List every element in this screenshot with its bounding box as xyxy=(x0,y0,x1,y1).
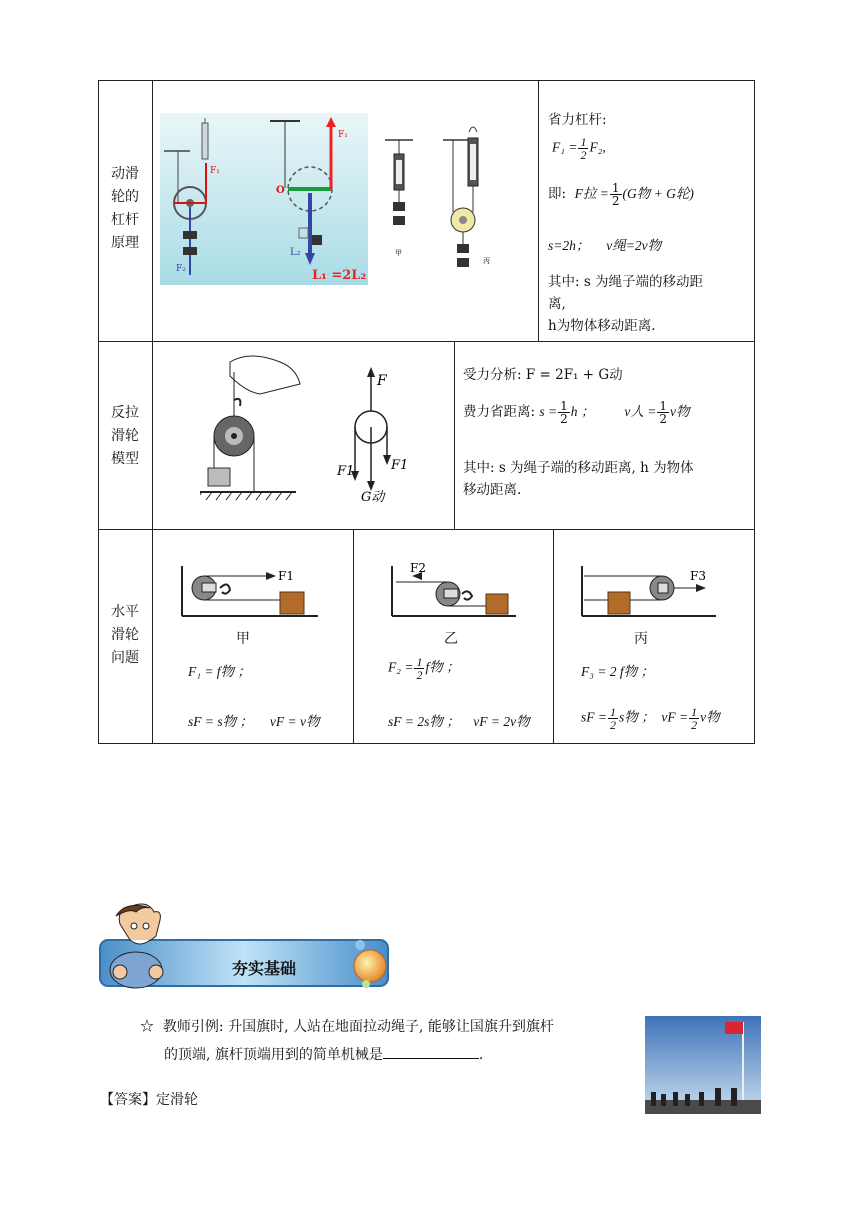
row-label-lever: 动滑 轮的 杠杆 原理 xyxy=(111,166,139,251)
force-f1-right: F1 xyxy=(391,458,409,473)
force-analysis-figure xyxy=(335,365,425,505)
lever-note-2: 离, xyxy=(548,296,566,312)
label-l1-eq: L₁ =2L₂ xyxy=(312,268,367,283)
star-icon: ☆ xyxy=(140,1019,154,1035)
label-o: O xyxy=(276,185,285,196)
jia-eq2: sF = s物 ； vF = v物 xyxy=(188,714,320,729)
pulley-scale-figure xyxy=(385,120,505,285)
caption-bing-row3: 丙 xyxy=(634,631,648,647)
lever-eq2: 即: F拉 = $\frac{1}{2}$ (G物 + G轮) xyxy=(548,181,694,208)
lever-heading: 省力杠杆: xyxy=(548,112,607,128)
force-f1-jia: F1 xyxy=(278,569,294,583)
reverse-pulley-distance: 费力省距离: s = $\frac{1}{2}$ h ； v人 = $\frac{1}{2}$ v物 xyxy=(463,399,690,426)
reverse-pulley-figure xyxy=(200,350,310,510)
example-line-1: ☆ 教师引例: 升国旗时, 人站在地面拉动绳子, 能够让国旗升到旗杆 xyxy=(140,1019,554,1035)
caption-jia-row3: 甲 xyxy=(236,631,250,647)
example-line-2: 的顶端, 旗杆顶端用到的简单机械是 . xyxy=(164,1044,483,1065)
lever-principle-figure xyxy=(160,113,368,285)
force-g: G动 xyxy=(361,490,385,505)
force-analysis-line: 受力分析: F = 2F₁ + G动 xyxy=(463,367,623,383)
label-f1: F₁ xyxy=(210,166,220,176)
yi-eq1: F₂ = $\frac{1}{2}$ f物 ； xyxy=(388,655,460,682)
answer-line: 【答案】定滑轮 xyxy=(100,1092,198,1108)
label-f2: F₂ xyxy=(176,264,186,274)
caption-bing: 丙 xyxy=(483,257,490,265)
force-f2-yi: F2 xyxy=(410,561,426,575)
bing-eq2: sF = $\frac{1}{2}$ s物 ； vF = $\frac{1}{2}$ v物 xyxy=(581,705,720,732)
horizontal-pulley-bing xyxy=(580,560,720,626)
lever-note-3: h为物体移动距离. xyxy=(548,318,656,334)
section-title: 夯实基础 xyxy=(232,959,297,978)
bing-eq1: F₃ = 2 f物 ； xyxy=(581,664,655,679)
yi-eq2: sF = 2s物 ； vF = 2v物 xyxy=(388,714,530,729)
jia-eq1: F₁ = f物 ； xyxy=(188,664,251,679)
caption-yi-row3: 乙 xyxy=(444,631,458,647)
lever-note-1: 其中: s 为绳子端的移动距 xyxy=(548,274,704,290)
lever-eq1: F₁ = $\frac{1}{2}$ F₂, xyxy=(552,135,606,162)
force-f1-left: F1 xyxy=(337,464,355,479)
force-f3-bing: F3 xyxy=(690,569,706,583)
horizontal-pulley-jia xyxy=(180,560,320,626)
force-f: F xyxy=(377,373,387,389)
row-label-reverse-pulley: 反拉 滑轮 模型 xyxy=(111,405,139,467)
lever-eq3: s=2h； v绳=2v物 xyxy=(548,238,662,253)
reverse-pulley-note-1: 其中: s 为绳子端的移动距离, h 为物体 xyxy=(463,460,694,476)
answer-blank[interactable] xyxy=(383,1044,479,1059)
reverse-pulley-note-2: 移动距离. xyxy=(463,482,522,498)
flag-raising-photo xyxy=(645,1016,761,1114)
caption-jia: 甲 xyxy=(395,249,402,257)
row-label-horizontal-pulley: 水平 滑轮 问题 xyxy=(111,604,139,666)
label-f1b: F₁ xyxy=(338,130,348,140)
horizontal-pulley-yi xyxy=(390,560,530,626)
label-l2: L₂ xyxy=(290,247,301,258)
